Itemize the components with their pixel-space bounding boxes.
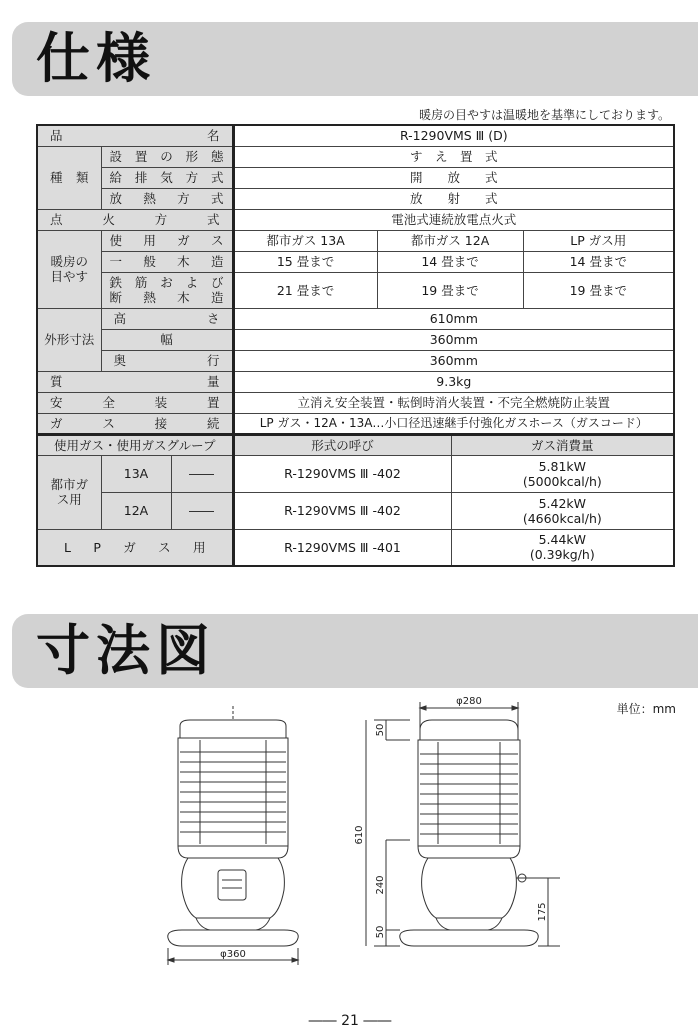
dim-body-low: 240 — [375, 875, 386, 895]
heating-group-label: 暖房の目やす — [37, 230, 101, 308]
width-value: 360mm — [233, 329, 674, 350]
gas-row-13a-consumption: 5.81kW (5000kcal/h) — [451, 455, 674, 492]
wood-value-13a: 15 畳まで — [233, 251, 377, 272]
height-value: 610mm — [233, 308, 674, 329]
safety-value: 立消え安全装置・転倒時消火装置・不完全燃焼防止装置 — [233, 392, 674, 413]
dim-top-cap: 50 — [375, 723, 386, 737]
gas-row-13a-model: R-1290VMS Ⅲ -402 — [233, 455, 451, 492]
city-gas-group-label: 都市ガス用 — [37, 455, 101, 529]
wood-value-12a: 14 畳まで — [377, 251, 523, 272]
lp-gas-label: L P ガ ス 用 — [37, 529, 233, 566]
side-view-heater — [366, 702, 560, 946]
wood-value-lp: 14 畳まで — [523, 251, 674, 272]
dim-base: 50 — [375, 925, 386, 939]
unit-note: 単位：mm — [616, 702, 676, 716]
radiant-value: 放 射 式 — [233, 188, 674, 209]
gas-value-lp: LP ガス用 — [523, 230, 674, 251]
gas-row-lp-consumption: 5.44kW (0.39kg/h) — [451, 529, 674, 566]
mass-value: 9.3kg — [233, 371, 674, 392]
gas-row-12a-model: R-1290VMS Ⅲ -402 — [233, 492, 451, 529]
page-number-text: 21 — [341, 1013, 359, 1029]
type-group-label: 種 類 — [37, 146, 101, 209]
gas-table-header-model: 形式の呼び — [233, 434, 451, 455]
rc-label: 鉄 筋 お よ び 断 熱 木 造 — [101, 272, 233, 308]
exhaust-value: 開 放 式 — [233, 167, 674, 188]
wood-label: 一 般 木 造 — [101, 251, 233, 272]
exhaust-label: 給 排 気 方 式 — [101, 167, 233, 188]
page-number-rule-right: ―― — [363, 1013, 392, 1029]
gas-table-header-consumption: ガス消費量 — [451, 434, 674, 455]
rc-value-13a: 21 畳まで — [233, 272, 377, 308]
section-title-spec: 仕様 — [36, 27, 156, 90]
dim-total-height: 610 — [354, 825, 365, 845]
dim-gas-inlet: 175 — [537, 902, 548, 922]
ignition-label: 点 火 方 式 — [37, 209, 233, 230]
safety-label: 安 全 装 置 — [37, 392, 233, 413]
install-label: 設 置 の 形 態 — [101, 146, 233, 167]
front-view-heater — [168, 706, 298, 965]
dims-group-label: 外形寸法 — [37, 308, 101, 371]
width-label: 幅 — [101, 329, 233, 350]
gas-value-12a: 都市ガス 12A — [377, 230, 523, 251]
gas-row-12a-consumption: 5.42kW (4660kcal/h) — [451, 492, 674, 529]
ignition-value: 電池式連続放電点火式 — [233, 209, 674, 230]
mass-label: 質 量 — [37, 371, 233, 392]
depth-label: 奥 行 — [101, 350, 233, 371]
gas-row-13a-group: ―― — [171, 455, 233, 492]
spec-note: 暖房の目やすは温暖地を基準にしております。 — [418, 108, 670, 122]
conn-label: ガ ス 接 続 — [37, 413, 233, 434]
product-label: 品 名 — [37, 125, 233, 146]
depth-value: 360mm — [233, 350, 674, 371]
gas-row-13a-gas: 13A — [101, 455, 171, 492]
page-number-rule-left: ―― — [308, 1013, 337, 1029]
conn-value: LP ガス・12A・13A…小口径迅速継手付強化ガスホース（ガスコード） — [233, 413, 674, 434]
gas-value-13a: 都市ガス 13A — [233, 230, 377, 251]
product-value: R-1290VMS Ⅲ (D) — [233, 125, 674, 146]
page-number — [0, 1013, 700, 1029]
install-value: す え 置 式 — [233, 146, 674, 167]
radiant-label: 放 熱 方 式 — [101, 188, 233, 209]
gas-label: 使 用 ガ ス — [101, 230, 233, 251]
rc-value-lp: 19 畳まで — [523, 272, 674, 308]
height-label: 高 さ — [101, 308, 233, 329]
dim-top-diameter: φ280 — [456, 696, 482, 707]
rc-value-12a: 19 畳まで — [377, 272, 523, 308]
dim-front-width: φ360 — [220, 949, 246, 960]
gas-row-lp-model: R-1290VMS Ⅲ -401 — [233, 529, 451, 566]
gas-row-12a-group: ―― — [171, 492, 233, 529]
section-title-dimensions: 寸法図 — [36, 619, 216, 682]
gas-table-header-group: 使用ガス・使用ガスグループ — [37, 434, 233, 455]
gas-row-12a-gas: 12A — [101, 492, 171, 529]
